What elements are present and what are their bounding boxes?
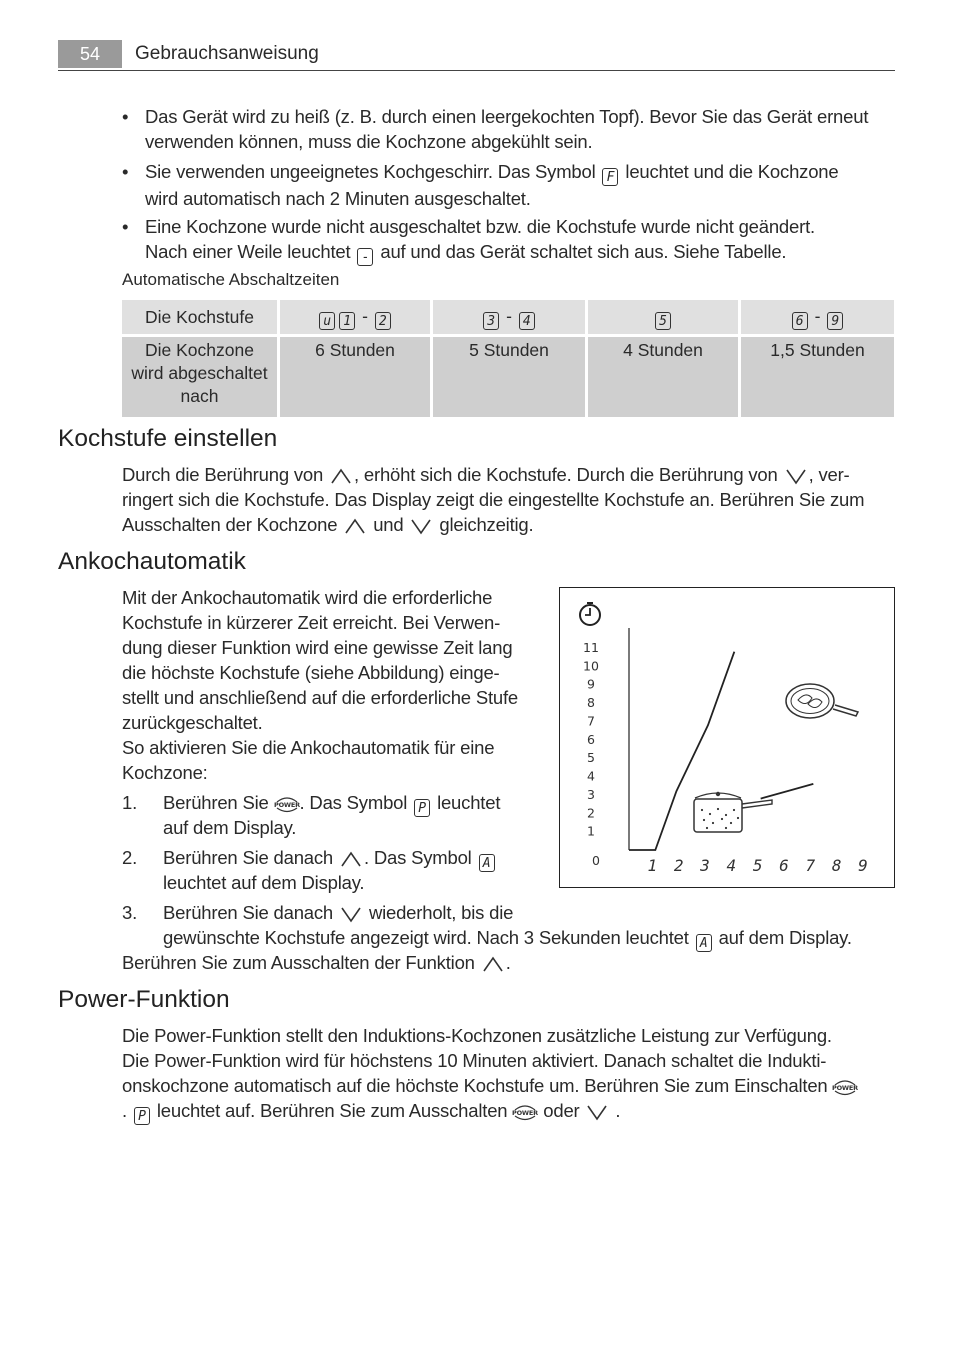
down-arrow-icon xyxy=(409,516,433,536)
level-symbol: u xyxy=(319,312,335,330)
bullet-item: • Sie verwenden ungeeignetes Kochgeschirr. Das Symbol F leuchtet und die Kochzone wird automatisch nach 2 Minuten ausgeschaltet. xyxy=(122,159,897,211)
svg-text:POWER: POWER xyxy=(832,1084,859,1092)
bullet-item: • Das Gerät wird zu heiß (z. B. durch einen leergekochten Topf). Bevor Sie das Gerät erneut verwenden können, muss die Kochzone abgekühlt sein. xyxy=(122,104,897,154)
y-tick-label: 4 xyxy=(587,768,595,784)
y-tick-label: 11 xyxy=(583,640,599,655)
boost-chart xyxy=(559,587,895,888)
duration-cell: 5 Stunden xyxy=(433,337,588,417)
text-line: dung dieser Funktion wird eine gewisse Zeit lang xyxy=(122,637,513,658)
y-tick-label: 7 xyxy=(587,713,595,729)
text: . xyxy=(122,1100,127,1121)
x-tick-label: 6 xyxy=(779,856,789,875)
pot-icon xyxy=(694,792,772,832)
text: . xyxy=(615,1100,621,1121)
table-caption: Automatische Abschaltzeiten xyxy=(122,270,340,289)
clock-icon xyxy=(580,603,600,625)
text: , ver- xyxy=(808,464,850,485)
level-dash: - xyxy=(362,305,368,326)
bullet-line: wird automatisch nach 2 Minuten ausgeschaltet. xyxy=(145,188,531,209)
header-title: Gebrauchsanweisung xyxy=(135,43,319,64)
text: , erhöht sich die Kochstufe. Durch die Berührung von xyxy=(354,464,778,485)
y-tick-labels xyxy=(583,640,599,839)
text: wiederholt, bis die xyxy=(368,902,514,923)
level-cell xyxy=(588,300,741,337)
level-symbol: 4 xyxy=(519,312,535,330)
text: . xyxy=(505,952,511,973)
symbol-a-icon: A xyxy=(696,934,712,952)
table-header-cell: Die Kochstufe xyxy=(122,300,280,337)
x-tick-label: 1 xyxy=(647,856,658,875)
text: auf dem Display. xyxy=(718,927,852,948)
y-tick-label: 10 xyxy=(583,658,599,674)
text: leuchtet auf dem Display. xyxy=(163,872,365,893)
text: Ausschalten der Kochzone xyxy=(122,514,338,535)
level-symbol: 5 xyxy=(655,312,671,330)
level-symbol: 3 xyxy=(483,312,499,330)
shutoff-table xyxy=(122,300,894,417)
series-line-2 xyxy=(761,784,814,799)
text: . Das Symbol xyxy=(363,847,472,868)
ankoch-paragraph xyxy=(122,585,552,785)
level-symbol: 2 xyxy=(375,312,391,330)
step-number: 1. xyxy=(122,792,138,813)
page-number: 54 xyxy=(58,40,122,68)
symbol-p-icon: P xyxy=(134,1107,150,1125)
origin-label: 0 xyxy=(592,853,600,868)
text: leuchtet auf. Berühren Sie zum Ausschalten xyxy=(156,1100,508,1121)
y-tick-label: 1 xyxy=(587,823,595,839)
x-tick-label: 5 xyxy=(752,856,763,875)
level-symbol: 1 xyxy=(339,312,355,330)
level-dash: - xyxy=(506,305,512,326)
text-line: Die Power-Funktion wird für höchstens 10 Minuten aktiviert. Danach schaltet die Indukti- xyxy=(122,1050,827,1071)
level-cell xyxy=(433,300,588,337)
y-tick-label: 2 xyxy=(587,805,595,821)
power-icon xyxy=(274,793,300,815)
x-tick-label: 3 xyxy=(700,856,710,875)
text: leuchtet xyxy=(437,792,501,813)
symbol-dash-icon: - xyxy=(357,248,373,266)
row-label-line: wird abgeschaltet xyxy=(131,363,268,383)
row-label-line: Die Kochzone xyxy=(145,340,254,360)
up-arrow-icon xyxy=(339,849,363,869)
step-number: 3. xyxy=(122,902,138,923)
duration-cell: 1,5 Stunden xyxy=(741,337,894,417)
svg-text:POWER: POWER xyxy=(512,1109,539,1117)
down-arrow-icon xyxy=(784,466,808,486)
up-arrow-icon xyxy=(329,466,353,486)
text-line: Die Power-Funktion stellt den Induktions-Kochzonen zusätzliche Leistung zur Verfügung. xyxy=(122,1025,832,1046)
row-label-line: nach xyxy=(180,386,219,406)
bullet-line: Das Gerät wird zu heiß (z. B. durch einen leergekochten Topf). Bevor Sie das Gerät erneut xyxy=(145,106,869,127)
x-tick-label: 4 xyxy=(726,856,737,875)
x-tick-label: 9 xyxy=(858,856,868,875)
duration-cell: 4 Stunden xyxy=(588,337,741,417)
section-heading: Power-Funktion xyxy=(58,986,230,1013)
step-number: 2. xyxy=(122,847,138,868)
up-arrow-icon xyxy=(481,954,505,974)
svg-text:POWER: POWER xyxy=(273,801,300,809)
text: und xyxy=(373,514,404,535)
power-icon xyxy=(832,1076,858,1098)
level-cell xyxy=(280,300,433,337)
section-heading: Kochstufe einstellen xyxy=(58,425,278,452)
bullet-line: Eine Kochzone wurde nicht ausgeschaltet bzw. die Kochstufe wurde nicht geändert. xyxy=(145,216,815,237)
duration-cell: 6 Stunden xyxy=(280,337,433,417)
text: Durch die Berührung von xyxy=(122,464,324,485)
power-icon xyxy=(512,1101,538,1123)
text: Berühren Sie zum Ausschalten der Funktion xyxy=(122,952,475,973)
symbol-a-icon: A xyxy=(479,854,495,872)
text: Berühren Sie xyxy=(163,792,269,813)
bullet-text: Sie verwenden ungeeignetes Kochgeschirr. Das Symbol xyxy=(145,161,596,182)
text-line: stellt und anschließend auf die erforderliche Stufe xyxy=(122,687,519,708)
section-heading: Ankochautomatik xyxy=(58,548,246,575)
x-tick-label: 7 xyxy=(805,856,816,875)
down-arrow-icon xyxy=(339,904,363,924)
symbol-p-icon: P xyxy=(414,799,430,817)
text: oder xyxy=(543,1100,580,1121)
level-cell xyxy=(741,300,894,337)
text-line: So aktivieren Sie die Ankochautomatik für eine xyxy=(122,737,495,758)
text-line: die höchste Kochstufe (siehe Abbildung) einge- xyxy=(122,662,500,683)
bullet-text: leuchtet und die Kochzone xyxy=(625,161,839,182)
table-row-label xyxy=(122,337,280,417)
y-tick-label: 3 xyxy=(587,786,595,802)
up-arrow-icon xyxy=(343,516,367,536)
text: auf dem Display. xyxy=(163,817,297,838)
x-tick-label: 2 xyxy=(673,856,684,875)
text-line: Kochzone: xyxy=(122,762,208,783)
level-symbol: 6 xyxy=(792,312,808,330)
text-line: zurückgeschaltet. xyxy=(122,712,263,733)
bullet-item: • Eine Kochzone wurde nicht ausgeschaltet bzw. die Kochstufe wurde nicht geändert. Nach einer Weile leuchtet - auf und das Gerät schaltet sich aus. Siehe Tabelle. xyxy=(122,214,897,266)
kochstufe-paragraph xyxy=(122,462,897,537)
y-tick-label: 6 xyxy=(587,731,595,747)
y-tick-label: 9 xyxy=(587,676,595,692)
text: Berühren Sie danach xyxy=(163,847,334,868)
level-symbol: 9 xyxy=(827,312,843,330)
bullet-line: verwenden können, muss die Kochzone abgekühlt sein. xyxy=(145,131,593,152)
bullet-text: auf und das Gerät schaltet sich aus. Siehe Tabelle. xyxy=(380,241,787,262)
chart-svg xyxy=(560,588,894,887)
text-line: ringert sich die Kochstufe. Das Display zeigt die eingestellte Kochstufe an. Berühren Sie zum xyxy=(122,489,865,510)
text: gewünschte Kochstufe angezeigt wird. Nach 3 Sekunden leuchtet xyxy=(163,927,689,948)
symbol-f-icon: F xyxy=(602,168,618,186)
text-line: Kochstufe in kürzerer Zeit erreicht. Bei Verwen- xyxy=(122,612,501,633)
text: . Das Symbol xyxy=(299,792,408,813)
down-arrow-icon xyxy=(585,1102,609,1122)
text: Berühren Sie danach xyxy=(163,902,334,923)
bullet-text: Nach einer Weile leuchtet xyxy=(145,241,351,262)
power-paragraph xyxy=(122,1023,897,1125)
text-line: Mit der Ankochautomatik wird die erforderliche xyxy=(122,587,493,608)
y-tick-label: 5 xyxy=(587,750,595,766)
x-tick-label: 8 xyxy=(831,856,842,875)
level-dash: - xyxy=(814,305,821,326)
text: onskochzone automatisch auf die höchste Kochstufe um. Berühren Sie zum Einschalten xyxy=(122,1075,828,1096)
frying-pan-icon xyxy=(786,684,858,718)
text: gleichzeitig. xyxy=(439,514,534,535)
x-tick-labels xyxy=(648,856,868,875)
page-header xyxy=(58,40,895,71)
y-tick-label: 8 xyxy=(587,695,595,711)
